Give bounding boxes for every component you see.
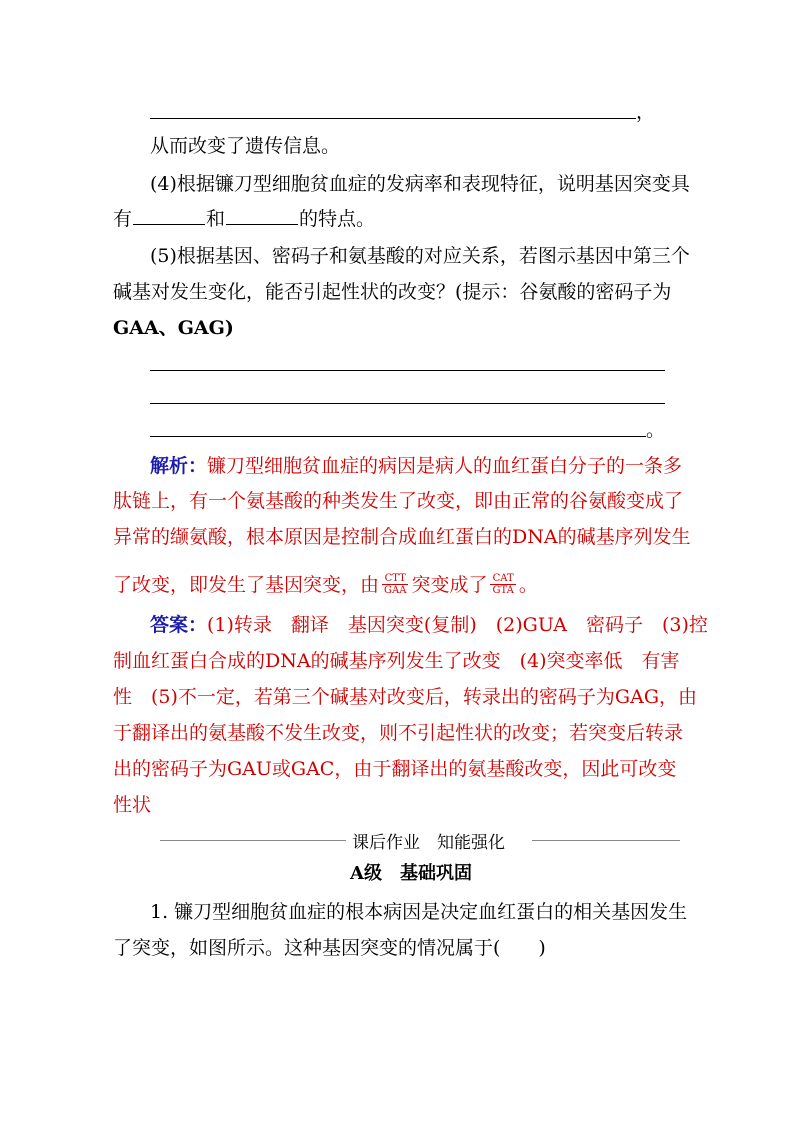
- analysis-text-4b: 突变成了: [411, 574, 488, 596]
- level-heading: A级 基础巩固: [350, 863, 472, 884]
- answer-blank-line-q3: [150, 118, 636, 119]
- question1-line1: 1. 镰刀型细胞贫血症的根本病因是决定血红蛋白的相关基因发生: [150, 901, 688, 923]
- answer-line2: 制血红蛋白合成的DNA的碱基序列发生了改变 (4)突变率低 有害: [113, 650, 680, 672]
- base-pair-fraction-mutant: [490, 573, 515, 596]
- q4-mid: 和: [206, 208, 226, 230]
- q4-prefix: 有: [113, 208, 133, 230]
- answer-blank-line-q5-2: [150, 403, 665, 404]
- section-header: [160, 828, 680, 852]
- analysis-text-4a: 了改变，即发生了基因突变，由: [113, 574, 380, 596]
- answer-line5: 出的密码子为GAU或GAC，由于翻译出的氨基酸改变，因此可改变: [113, 758, 677, 780]
- q5-line1: (5)根据基因、密码子和氨基酸的对应关系，若图示基因中第三个: [150, 245, 690, 267]
- q4-line1: (4)根据镰刀型细胞贫血症的发病率和表现特征，说明基因突变具: [150, 173, 690, 195]
- q4-suffix: 的特点。: [299, 208, 376, 230]
- analysis-text-1: 镰刀型细胞贫血症的病因是病人的血红蛋白分子的一条多: [207, 455, 683, 477]
- frac1-bottom: GAA: [384, 584, 407, 596]
- answer-line1: [150, 613, 708, 637]
- section-rule-right: [532, 840, 680, 841]
- answer-line3: 性 (5)不一定，若第三个碱基对改变后，转录出的密码子为GAG，由: [113, 686, 697, 708]
- analysis-line1: [150, 454, 682, 478]
- frac2-bottom: GTA: [492, 584, 514, 596]
- frac2-top: CAT: [490, 573, 515, 585]
- section-rule-left: [160, 840, 346, 841]
- q4-blank-2: [226, 206, 298, 225]
- section-title: 课后作业 知能强化: [346, 828, 511, 853]
- q4-line2: [113, 206, 375, 231]
- frac1-top: CTT: [382, 573, 408, 585]
- q3-text-line: 从而改变了遗传信息。: [150, 135, 341, 157]
- q3-comma: ，: [636, 101, 656, 123]
- q4-blank-1: [133, 206, 205, 225]
- answer-blank-line-q5-3: [150, 436, 646, 437]
- q5-end-mark: 。: [646, 419, 666, 441]
- analysis-text-4c: 。: [518, 574, 538, 596]
- q5-line3: GAA、GAG): [113, 317, 234, 339]
- q5-line2: 碱基对发生变化，能否引起性状的改变？(提示：谷氨酸的密码子为: [113, 281, 672, 303]
- base-pair-fraction-normal: [382, 573, 408, 596]
- answer-line6: 性状: [113, 794, 152, 816]
- answer-line4: 于翻译出的氨基酸不发生改变，则不引起性状的改变；若突变后转录: [113, 722, 684, 744]
- analysis-line3: 异常的缬氨酸，根本原因是控制合成血红蛋白的DNA的碱基序列发生: [113, 526, 691, 548]
- answer-label: 答案：: [150, 614, 208, 636]
- answer-blank-line-q5-1: [150, 370, 665, 371]
- analysis-line4: [113, 573, 538, 598]
- analysis-line2: 肽链上，有一个氨基酸的种类发生了改变，即由正常的谷氨酸变成了: [113, 490, 684, 512]
- answer-text-1: (1)转录 翻译 基因突变(复制) (2)GUA 密码子 (3)控: [207, 614, 708, 636]
- question1-line2: 了突变，如图所示。这种基因突变的情况属于( ): [113, 937, 546, 959]
- analysis-label: 解析：: [150, 455, 208, 477]
